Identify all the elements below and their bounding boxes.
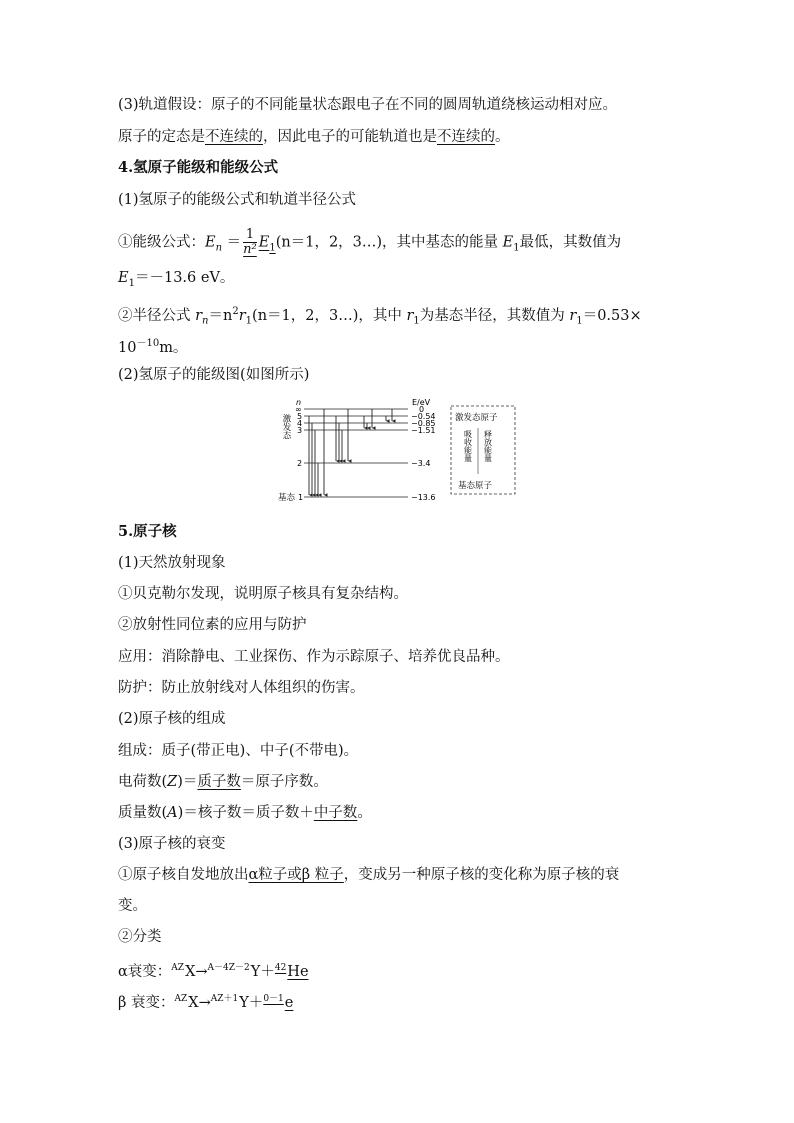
level-e-5: −0.54 <box>411 412 436 421</box>
energy-level-diagram <box>278 396 518 508</box>
charge-number-text: 电荷数(Z)＝质子数＝原子序数。 <box>118 774 328 790</box>
composition-text: 组成：质子(带正电)、中子(不带电)。 <box>118 743 359 759</box>
level-e-1: −13.6 <box>411 493 436 502</box>
decay-definition-cont: 变。 <box>118 898 147 914</box>
blank-answer-4: 中子数 <box>313 805 358 821</box>
box-release-label: 释放能量 <box>483 430 493 462</box>
subheading-formulas: (1)氢原子的能级公式和轨道半径公式 <box>118 192 357 208</box>
level-n-5: 5 <box>297 412 303 421</box>
alpha-decay-equation: α衰变：$^{AZ}$X→$^{A-4Z-2}$Y＋$^{42}$He <box>118 963 309 980</box>
paragraph-orbit-hypothesis: (3)轨道假设：原子的不同能量状态跟电子在不同的圆周轨道绕核运动相对应。 <box>118 97 618 113</box>
becquerel-text: ①贝克勒尔发现，说明原子核具有复杂结构。 <box>118 586 408 602</box>
section-heading-5: 5.原子核 <box>118 523 177 540</box>
section-heading-4: 4.氢原子能级和能级公式 <box>118 159 279 176</box>
blank-answer-7: e <box>284 995 294 1011</box>
beta-decay-equation: β 衰变：$^{AZ}$X→$^{AZ+1}$Y＋$^{0-1}$e <box>118 994 294 1011</box>
mass-number-text: 质量数(A)＝核子数＝质子数＋中子数。 <box>118 805 372 821</box>
subheading-level-diagram: (2)氢原子的能级图(如图所示) <box>118 367 310 383</box>
level-n-3: 3 <box>297 426 303 435</box>
classification-heading: ②分类 <box>118 929 162 945</box>
level-e-3: −1.51 <box>411 426 436 435</box>
blank-answer-3: 质子数 <box>197 774 241 790</box>
isotope-heading: ②放射性同位素的应用与防护 <box>118 617 307 633</box>
subheading-natural-radioactivity: (1)天然放射现象 <box>118 555 226 571</box>
box-top-label: 激发态原子 <box>455 413 498 423</box>
subheading-decay: (3)原子核的衰变 <box>118 836 226 852</box>
ground-energy-value: $E_1=-13.6$ eV。 <box>118 270 235 289</box>
blank-answer-6: He <box>287 964 309 980</box>
energy-level-formula: ①能级公式：$E_n$ ＝ $\frac{1}{\text{n²}}$ $E_1(n=1$，2，3…)，其中基态的能量 $E_1$最低，其数值为 <box>118 227 622 257</box>
ground-state-label: 基态 <box>278 493 296 503</box>
axis-n-label: n <box>296 398 302 407</box>
applications-text: 应用：消除静电、工业探伤、作为示踪原子、培养优良品种。 <box>118 649 510 665</box>
box-absorb-label: 吸收能量 <box>463 430 473 462</box>
blank-answer-5: α粒子或β 粒子 <box>248 867 344 883</box>
protection-text: 防护：防止放射线对人体组织的伤害。 <box>118 680 365 696</box>
axis-e-label: E/eV <box>412 398 431 407</box>
decay-definition: ①原子核自发地放出α粒子或β 粒子，变成另一种原子核的变化称为原子核的衰 <box>118 867 620 883</box>
blank-answer-2: 不连续的 <box>437 129 495 145</box>
paragraph-discrete-states: 原子的定态是不连续的，因此电子的可能轨道也是不连续的。 <box>118 129 510 145</box>
level-e-4: −0.85 <box>411 419 436 428</box>
radius-value: $10^{-10}m$。 <box>118 338 188 356</box>
level-e-0: 0 <box>419 405 425 414</box>
level-n-1: 1 <box>298 493 304 502</box>
level-e-2: −3.4 <box>411 459 431 468</box>
level-n-4: 4 <box>297 419 303 428</box>
radius-formula: ②半径公式 $r_n=n^2r_1(n=1$，2，3…)，其中 $r_1$为基态半径，其数值为 $r_1=0.53\times$ <box>118 306 642 327</box>
excited-state-label: 激发态 <box>281 414 291 440</box>
level-n-inf: ∞ <box>295 405 302 414</box>
fraction-1-over-n2: $\frac{1}{\text{n²}}$ <box>243 227 257 257</box>
subheading-nucleus-composition: (2)原子核的组成 <box>118 711 226 727</box>
box-bottom-label: 基态原子 <box>458 481 493 491</box>
blank-answer-1: 不连续的 <box>205 129 263 145</box>
level-n-2: 2 <box>297 459 303 468</box>
